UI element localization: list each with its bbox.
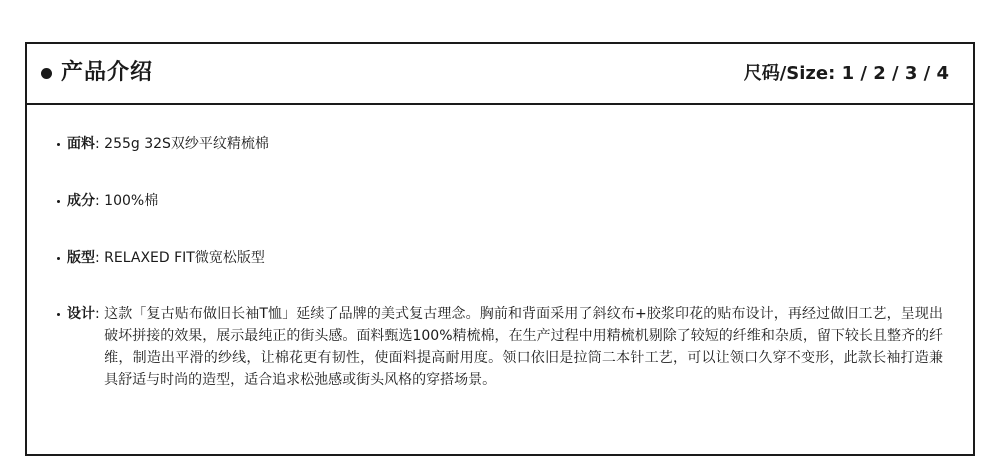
spec-item-fit: 版型 : RELAXED FIT微宽松版型 xyxy=(61,247,943,269)
bullet-icon xyxy=(57,143,60,146)
product-intro-card xyxy=(25,42,975,456)
bullet-icon xyxy=(57,313,60,316)
spec-label: 成分 xyxy=(67,193,95,209)
spec-value: 100%棉 xyxy=(104,193,159,209)
spec-list xyxy=(27,105,973,454)
spec-value: 这款「复古贴布做旧长袖T恤」延续了品牌的美式复古理念。胸前和背面采用了斜纹布+胶浆印花的贴布设计，再经过做旧工艺，呈现出破坏拼接的效果，展示最纯正的街头感。面料甄选100%精梳棉，在生产过程中用精梳机剔除了较短的纤维和杂质，留下较长且整齐的纤维，制造出平滑的纱线，让棉花更有韧性，使面料提高耐用度。领口依旧是拉筒二本针工艺，可以让领口久穿不变形，此款长袖打造兼具舒适与时尚的造型，适合追求松弛感或街头风格的穿搭场景。 xyxy=(104,306,943,388)
spec-label: 版型 xyxy=(67,250,95,266)
card-header xyxy=(27,44,973,105)
size-info: 尺码/Size: 1 / 2 / 3 / 4 xyxy=(743,63,949,84)
spec-item-fabric: 面料 : 255g 32S双纱平纹精梳棉 xyxy=(61,133,943,155)
spec-label: 设计 xyxy=(67,306,95,322)
spec-value: 255g 32S双纱平纹精梳棉 xyxy=(104,136,269,152)
spec-item-design: 设计 : 这款「复古贴布做旧长袖T恤」延续了品牌的美式复古理念。胸前和背面采用了斜纹布+胶浆印花的贴布设计，再经过做旧工艺，呈现出破坏拼接的效果，展示最纯正的街头感。面料甄选100%精梳棉，在生产过程中用精梳机剔除了较短的纤维和杂质，留下较长且整齐的纤维，制造出平滑的纱线，让棉花更有韧性，使面料提高耐用度。领口依旧是拉筒二本针工艺，可以让领口久穿不变形，此款长袖打造兼具舒适与时尚的造型，适合追求松弛感或街头风格的穿搭场景。 xyxy=(61,303,943,391)
spec-label: 面料 xyxy=(67,136,95,152)
spec-item-composition: 成分 : 100%棉 xyxy=(61,190,943,212)
spec-value: RELAXED FIT微宽松版型 xyxy=(104,250,265,266)
bullet-icon xyxy=(41,68,52,79)
bullet-icon xyxy=(57,200,60,203)
section-title: 产品介绍 xyxy=(61,60,154,85)
bullet-icon xyxy=(57,257,60,260)
